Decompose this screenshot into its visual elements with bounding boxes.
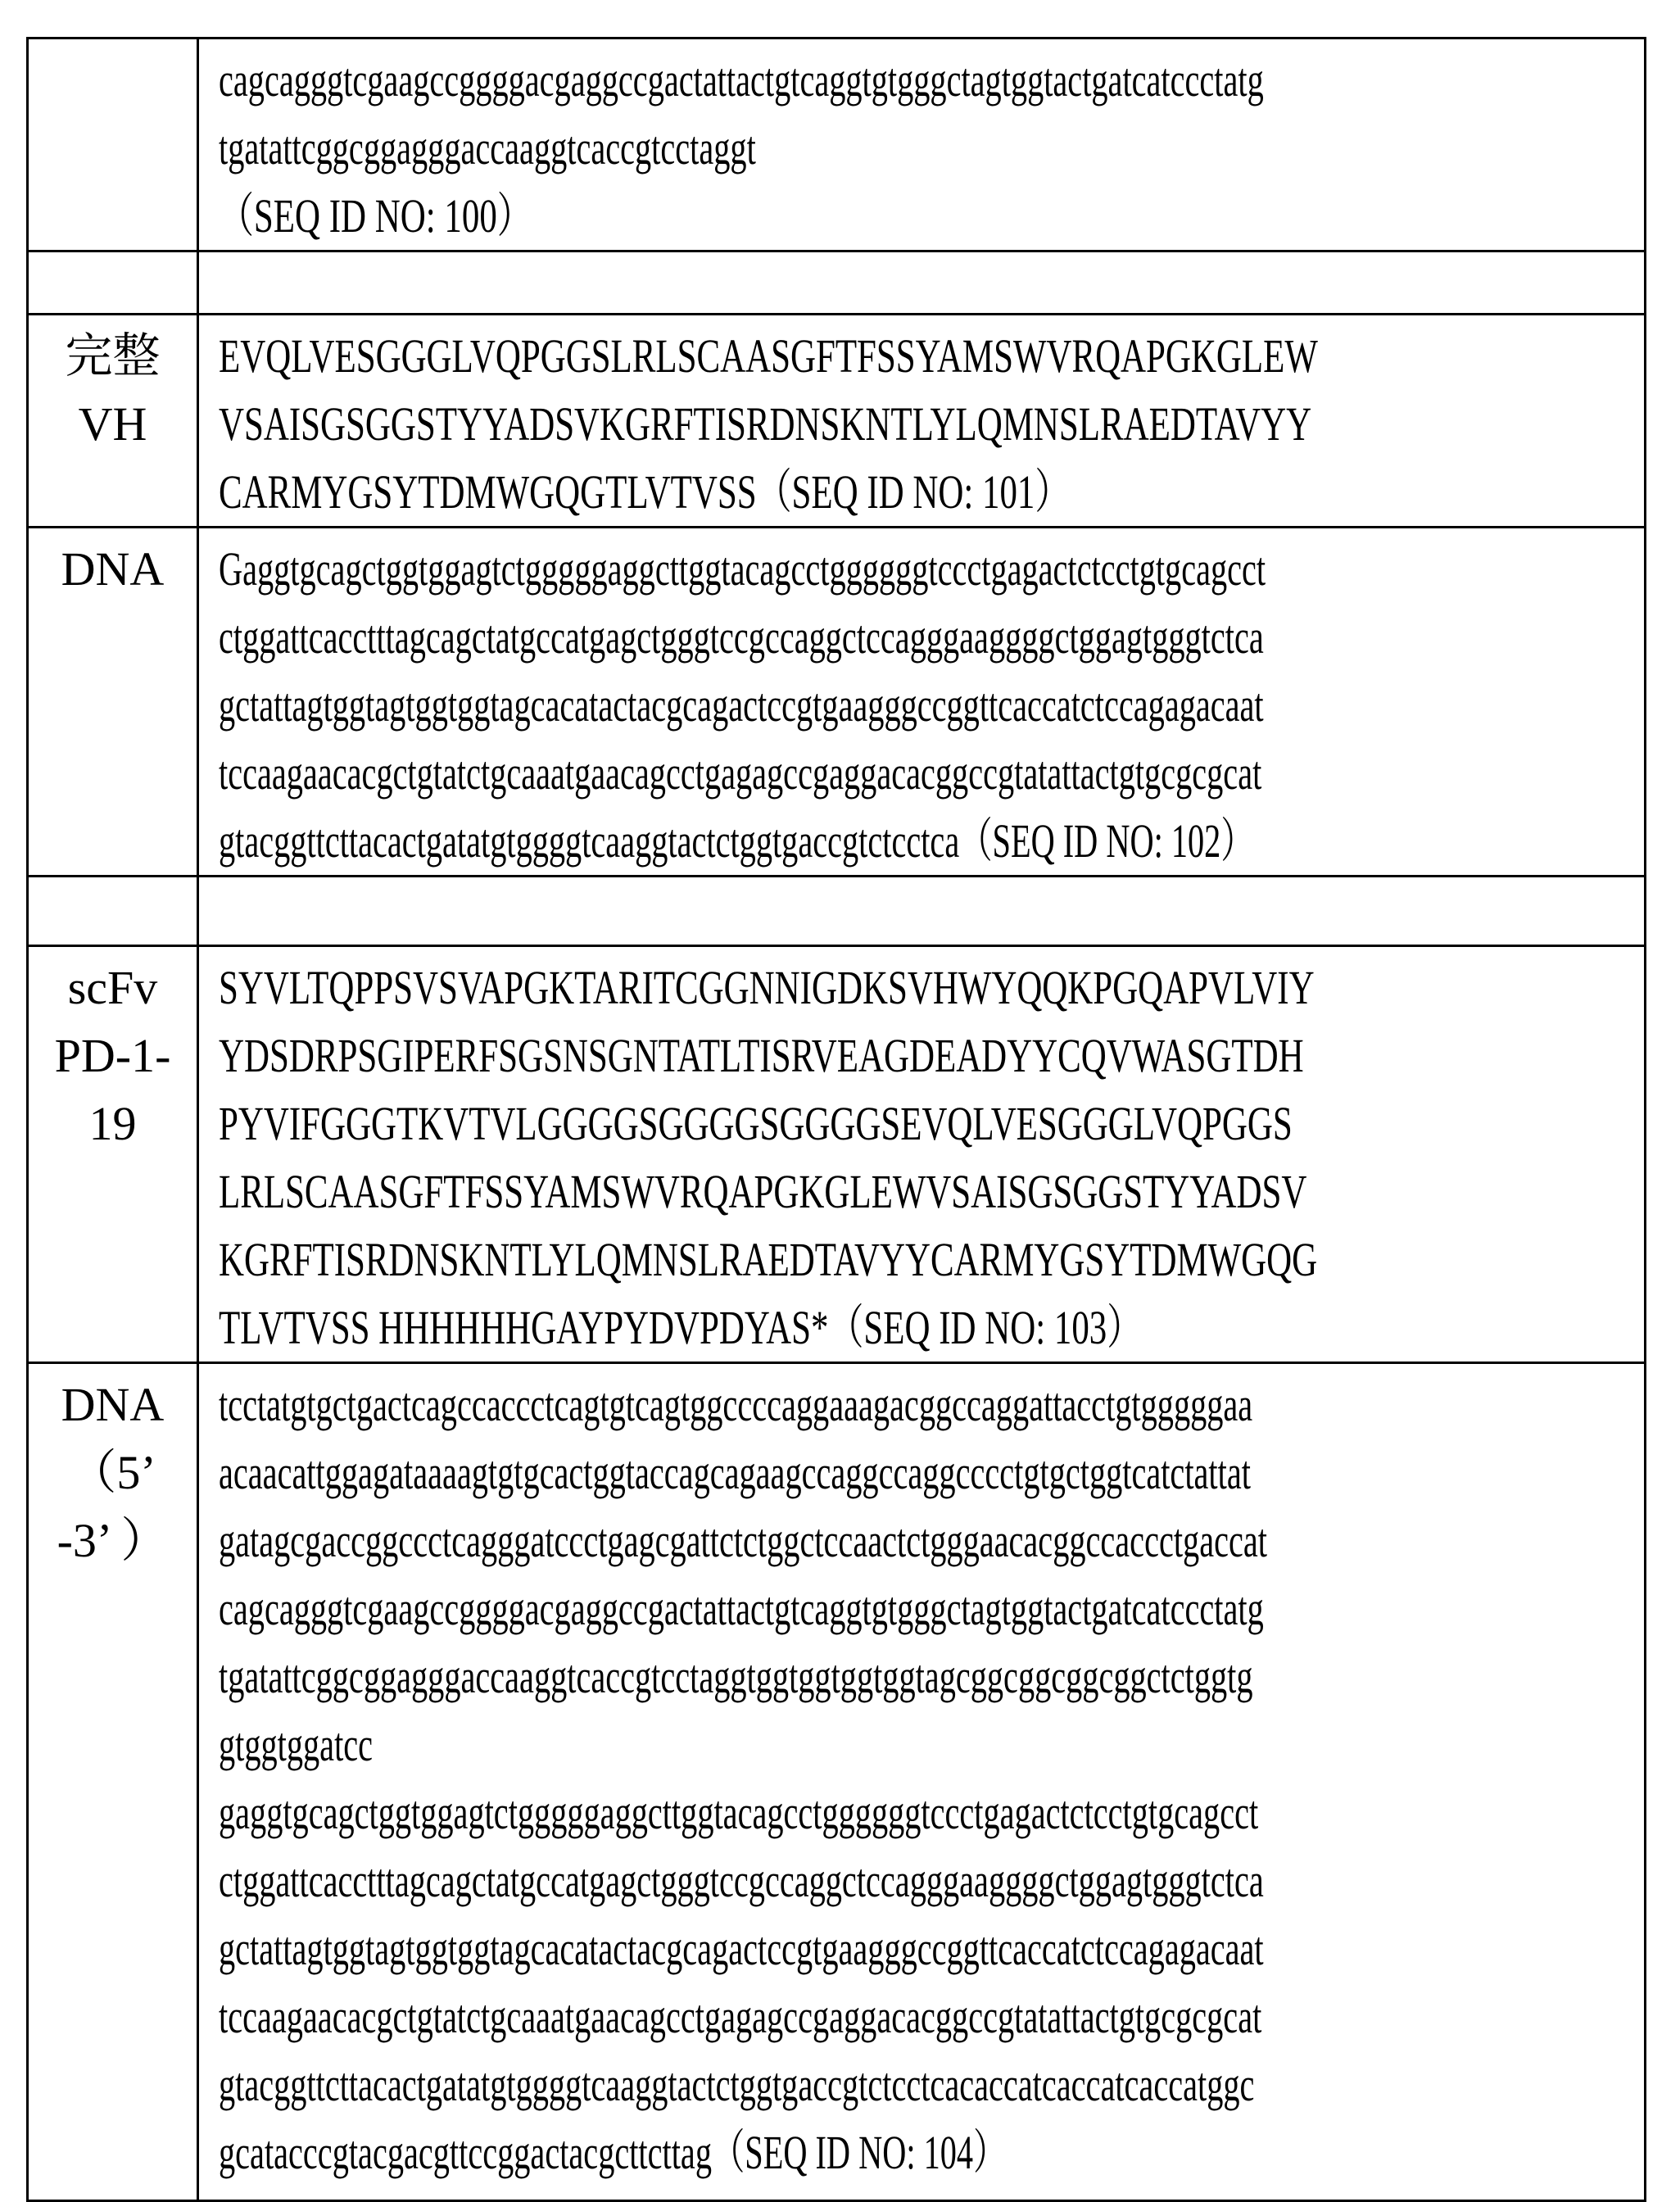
sequence-line: EVQLVESGGGLVQPGGSLRLSCAASGFTFSSYAMSWVRQAPGKGLEW <box>219 329 1318 383</box>
row-label-cell <box>28 1363 198 2201</box>
row-label-cell <box>28 946 198 1363</box>
sequence-line: gcatacccgtacgacgttccggactacgcttcttag（SEQ ID NO: 104） <box>219 2126 1007 2179</box>
sequence-line: gtacggttcttacactgatatgtggggtcaaggtactctggtgaccgtctcctcacaccatcaccatcaccatggc <box>219 2058 1255 2111</box>
sequence-line: gtacggttcttacactgatatgtggggtcaaggtactctggtgaccgtctcctca（SEQ ID NO: 102） <box>219 814 1254 868</box>
row-label-cell <box>28 251 198 315</box>
table-row <box>28 39 1646 251</box>
sequence-cell <box>198 946 1646 1363</box>
sequence-line: ctggattcacctttagcagctatgccatgagctgggtccgccaggctccagggaaggggctggagtgggtctca <box>219 610 1264 664</box>
sequence-line: YDSDRPSGIPERFSGSNSGNTATLTISRVEAGDEADYYCQVWASGTDH <box>219 1029 1304 1082</box>
row-label: PD-1- <box>54 1029 171 1082</box>
sequence-line: VSAISGSGGSTYYADSVKGRFTISRDNSKNTLYLQMNSLRAEDTAVYY <box>219 397 1312 451</box>
sequence-table <box>26 37 1646 2202</box>
row-label: 19 <box>88 1097 137 1150</box>
sequence-cell <box>198 877 1646 946</box>
sequence-line: TLVTVSS HHHHHHGAYPYDVPDYAS*（SEQ ID NO: 103） <box>219 1301 1143 1354</box>
sequence-line: gctattagtggtagtggtggtagcacatactacgcagactccgtgaagggccggttcaccatctccagagacaat <box>219 678 1264 732</box>
sequence-line: LRLSCAASGFTFSSYAMSWVRQAPGKGLEWVSAISGSGGSTYYADSV <box>219 1165 1307 1218</box>
sequence-cell <box>198 528 1646 877</box>
row-label-cell <box>28 528 198 877</box>
row-label-cell <box>28 39 198 251</box>
table-row <box>28 528 1646 877</box>
sequence-line: cagcagggtcgaagccggggacgaggccgactattactgtcaggtgtgggctagtggtactgatcatccctatg <box>219 53 1264 106</box>
sequence-line: cagcagggtcgaagccggggacgaggccgactattactgtcaggtgtgggctagtggtactgatcatccctatg <box>219 1582 1264 1635</box>
row-label: DNA <box>61 542 165 596</box>
sequence-line: tgatattcggcggagggaccaaggtcaccgtcctaggtggtggtggtggtagcggcggcggcggctctggtg <box>219 1650 1253 1703</box>
sequence-line: CARMYGSYTDMWGQGTLVTVSS（SEQ ID NO: 101） <box>219 465 1071 519</box>
row-label: （5’ <box>69 1446 156 1499</box>
sequence-line: ctggattcacctttagcagctatgccatgagctgggtccgccaggctccagggaaggggctggagtgggtctca <box>219 1854 1264 1907</box>
sequence-table-body <box>28 39 1646 2201</box>
row-label-cell <box>28 315 198 528</box>
row-label: 完整 <box>65 329 161 383</box>
sequence-line: acaacattggagataaaagtgtgcactggtaccagcagaagccaggccaggcccctgtgctggtcatctattat <box>219 1446 1251 1499</box>
sequence-line: gaggtgcagctggtggagtctgggggaggcttggtacagcctggggggtccctgagactctcctgtgcagcct <box>219 1786 1259 1839</box>
table-row <box>28 946 1646 1363</box>
row-label: -3’ ） <box>57 1514 169 1567</box>
row-label-cell <box>28 877 198 946</box>
sequence-line: （SEQ ID NO: 100） <box>219 189 532 242</box>
sequence-cell <box>198 315 1646 528</box>
sequence-line: tccaagaacacgctgtatctgcaaatgaacagcctgagagccgaggacacggccgtatattactgtgcgcgcat <box>219 746 1262 800</box>
table-row <box>28 251 1646 315</box>
table-row <box>28 1363 1646 2201</box>
sequence-line: gtggtggatcc <box>219 1718 374 1771</box>
sequence-line: gatagcgaccggccctcagggatccctgagcgattctctggctccaactctgggaacacggccaccctgaccat <box>219 1514 1267 1567</box>
row-label: scFv <box>67 961 158 1014</box>
sequence-line: Gaggtgcagctggtggagtctgggggaggcttggtacagcctggggggtccctgagactctcctgtgcagcct <box>219 542 1266 596</box>
row-label: DNA <box>61 1378 165 1431</box>
sequence-cell <box>198 251 1646 315</box>
table-row <box>28 315 1646 528</box>
sequence-line: gctattagtggtagtggtggtagcacatactacgcagactccgtgaagggccggttcaccatctccagagacaat <box>219 1922 1264 1975</box>
sequence-line: PYVIFGGGTKVTVLGGGGSGGGGSGGGGSEVQLVESGGGLVQPGGS <box>219 1097 1293 1150</box>
row-label: VH <box>78 397 147 451</box>
sequence-line: tccaagaacacgctgtatctgcaaatgaacagcctgagagccgaggacacggccgtatattactgtgcgcgcat <box>219 1990 1262 2043</box>
sequence-line: KGRFTISRDNSKNTLYLQMNSLRAEDTAVYYCARMYGSYTDMWGQG <box>219 1233 1318 1286</box>
sequence-cell <box>198 39 1646 251</box>
sequence-line: tgatattcggcggagggaccaaggtcaccgtcctaggt <box>219 121 756 174</box>
sequence-line: SYVLTQPPSVSVAPGKTARITCGGNNIGDKSVHWYQQKPGQAPVLVIY <box>219 961 1315 1014</box>
sequence-cell <box>198 1363 1646 2201</box>
table-row <box>28 877 1646 946</box>
sequence-line: tcctatgtgctgactcagccaccctcagtgtcagtggccccaggaaagacggccaggattacctgtgggggaa <box>219 1378 1253 1431</box>
